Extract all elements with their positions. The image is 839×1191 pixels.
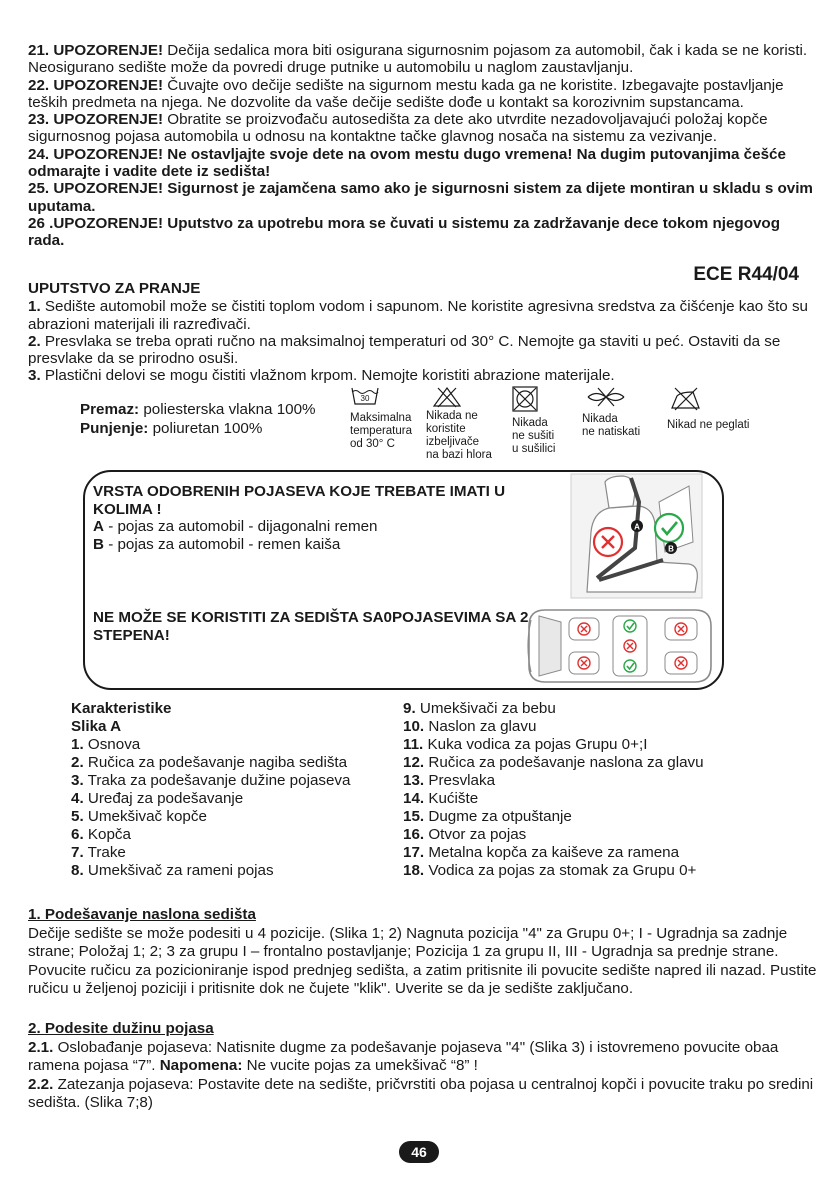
belt-types-text <box>93 483 553 553</box>
two-point-belt-warning: NE MOŽE SE KORISTITI ZA SEDIŠTA SA0POJASEVIMA SA 2 STEPENA! <box>93 609 529 644</box>
feature-item: 4. Uređaj za podešavanje <box>71 790 244 807</box>
features-heading: Karakteristike <box>71 700 172 717</box>
belt-types-title: VRSTA ODOBRENIH POJASEVA KOJE TREBATE IMATI U KOLIMA ! <box>93 483 506 518</box>
feature-item: 14. Kućište <box>403 790 479 807</box>
svg-text:30: 30 <box>360 394 370 403</box>
warning-21: 21. UPOZORENJE! Dečija sedalica mora biti osigurana sigurnosnim pojasom za automobil, čak i kada se ne koristi. Neosigurano sedište može da povredi druge putnike u automobilu u naglom zaustavljanju. <box>28 42 808 77</box>
belt-types-box <box>83 470 724 690</box>
car-top-view-illustration <box>525 606 715 686</box>
fill-material: Punjenje: poliuretan 100% <box>80 420 263 437</box>
washing-title: UPUTSTVO ZA PRANJE <box>28 280 201 297</box>
feature-item: 3. Traka za podešavanje dužine pojaseva <box>71 772 351 789</box>
feature-item: 7. Trake <box>71 844 126 861</box>
features-right-column <box>403 700 704 880</box>
feature-item: 12. Ručica za podešavanje naslona za glavu <box>403 754 704 771</box>
section-seat-recline <box>28 906 818 999</box>
section-belt-length <box>28 1020 818 1113</box>
ece-certification: ECE R44/04 <box>693 264 799 285</box>
washing-item-1: 1. Sedište automobil može se čistiti toplom vodom i sapunom. Ne koristite agresivna sredstva za čišćenje kao što su abrazioni materijali ili razređivači. <box>28 298 808 333</box>
feature-item: 16. Otvor za pojas <box>403 826 527 843</box>
section-2-2: 2.2. Zatezanja pojaseva: Postavite dete na sedište, pričvrstiti oba pojasa u centralnoj kopči i povucite traku po sredini sedišta. (Slika 7;8) <box>28 1075 814 1111</box>
care-no-bleach <box>426 386 492 462</box>
no-wring-icon <box>586 386 626 408</box>
feature-item: 2. Ručica za podešavanje nagiba sedišta <box>71 754 348 771</box>
feature-item: 5. Umekšivač kopče <box>71 808 207 825</box>
feature-item: 11. Kuka vodica za pojas Grupu 0+;I <box>403 736 648 753</box>
feature-item: 8. Umekšivač za rameni pojas <box>71 862 274 879</box>
marker-a: A <box>634 522 640 532</box>
care-wring-text: Nikada ne natiskati <box>582 413 641 438</box>
belt-type-a: A - pojas za automobil - dijagonalni remen <box>93 518 378 535</box>
section-2-title: 2. Podesite dužinu pojasa <box>28 1020 214 1037</box>
material-info <box>80 400 316 438</box>
warnings-block <box>28 42 818 250</box>
feature-item: 6. Kopča <box>71 826 131 843</box>
feature-item: 15. Dugme za otpuštanje <box>403 808 572 825</box>
care-bleach-text: Nikada ne koristite izbeljivače na bazi hlora <box>426 410 492 461</box>
no-tumble-dry-icon <box>512 386 538 412</box>
care-no-tumble-dry <box>512 386 555 456</box>
section-2-1: 2.1. Oslobađanje pojaseva: Natisnite dugme za podešavanje pojaseva "4" (Slika 3) i istovremeno povucite obaa ramena pojasa “7”. Napomena: Ne vucite pojas za umekšivač “8” ! <box>28 1038 779 1074</box>
belt-type-b: B - pojas za automobil - remen kaiša <box>93 535 341 553</box>
feature-item: 17. Metalna kopča za kaiševe za ramena <box>403 844 680 861</box>
feature-item: 10. Naslon za glavu <box>403 718 537 735</box>
warning-24: 24. UPOZORENJE! Ne ostavljajte svoje dete na ovom mestu dugo vremena! Na dugim putovanjima češće odmarajte i vadite dete iz sedišta! <box>28 145 786 181</box>
warning-26: 26 .UPOZORENJE! Uputstvo za upotrebu mora se čuvati u sistemu za zadržavanje dece tokom njegovog rada. <box>28 214 780 250</box>
no-iron-icon <box>669 386 703 412</box>
cover-material: Premaz: poliesterska vlakna 100% <box>80 401 316 418</box>
care-no-iron <box>667 386 749 432</box>
section-1-title: 1. Podešavanje naslona sedišta <box>28 906 256 923</box>
feature-item: 9. Umekšivači za bebu <box>403 700 556 717</box>
warning-22: 22. UPOZORENJE! Čuvajte ovo dečije sedište na sigurnom mestu kada ga ne koristite. Izbegavajte postavljanje teških predmeta na njega. Ne dozvolite da vaše dečije sedište dođe u kontakt sa korozivnim supstancama. <box>28 76 784 111</box>
feature-item: 18. Vodica za pojas za stomak za Grupu 0+ <box>403 862 697 879</box>
wash-tub-icon <box>350 386 380 408</box>
feature-item: 1. Osnova <box>71 736 141 753</box>
care-wash-text: Maksimalna temperatura od 30° C <box>350 412 413 450</box>
page-number: 46 <box>399 1141 439 1163</box>
care-wash-30 <box>350 386 412 451</box>
features-subheading: Slika A <box>71 718 122 735</box>
care-no-wring <box>582 386 640 439</box>
marker-b: B <box>668 544 674 554</box>
warning-25: 25. UPOZORENJE! Sigurnost je zajamčena samo ako je sigurnosni sistem za dijete montiran u skladu s ovim uputama. <box>28 180 813 215</box>
warning-23: 23. UPOZORENJE! Obratite se proizvođaču autosedišta za dete ako utvrdite nezadovoljavajući položaj kopče sigurnosnog pojasa automobila u odnosu na kontaktne tačke glavnog nosača na sistemu za vezivanje. <box>28 111 768 146</box>
washing-item-2: 2. Presvlaka se treba oprati ručno na maksimalnoj temperaturi od 30° C. Nemojte ga staviti u peć. Ostaviti da se presvlake da se prirodno osuši. <box>28 332 781 368</box>
care-iron-text: Nikad ne peglati <box>667 419 750 431</box>
washing-item-3: 3. Plastični delovi se mogu čistiti vlažnom krpom. Nemojte koristiti abrazione materijale. <box>28 367 615 385</box>
care-dry-text: Nikada ne sušiti u sušilici <box>512 417 556 455</box>
car-seat-belt-illustration <box>569 472 704 600</box>
washing-instructions <box>28 280 818 385</box>
features-left-column <box>71 700 350 880</box>
no-bleach-icon <box>432 386 462 408</box>
feature-item: 13. Presvlaka <box>403 772 496 789</box>
section-1-text: Dečije sedište se može podesiti u 4 pozicije. (Slika 1; 2) Nagnuta pozicija "4" za Grupu 0+; I - Ugradnja sa zadnje strane; Položaj 1; 2; 3 za grupu I – frontalno postavljanje; Pozicija 1 za grupu II, III - Ugradnja sa prednje strane. Povucite ručicu za pozicioniranje ispod prednjeg sedišta, a zatim pritisnite ili povucite sedište napred ili nazad. Pustite ručicu u željenoj poziciji i pritisnite dok ne čujete "klik". Uverite se da je sedište zaključano. <box>28 924 817 997</box>
